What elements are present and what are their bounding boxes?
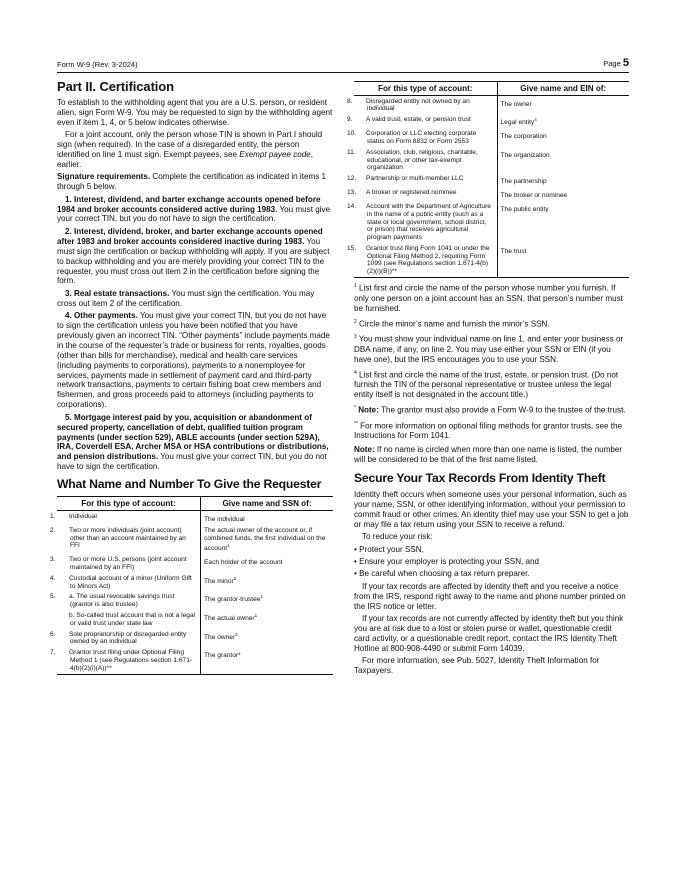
account-type-text — [50, 630, 197, 646]
account-type-text — [347, 245, 494, 276]
joint-text-c: , earlier. — [57, 150, 314, 169]
item-4-heading: 4. Other payments. — [65, 311, 138, 321]
account-type-label: Two or more U.S. persons (joint account maintained by an FFI) — [69, 556, 187, 571]
table-row — [57, 610, 333, 629]
row-number: 4. — [50, 574, 56, 582]
footnote-3-text: You must show your individual name on line 1, and enter your business or DBA name, if any, on line 2. You may use either your SSN or EIN (if you have one), but the IRS encourages you to use your SSN. — [354, 335, 624, 364]
table-row — [354, 202, 629, 244]
table-row — [354, 188, 629, 202]
table-row — [354, 147, 629, 173]
exempt-payee-code-ref: Exempt payee code — [239, 150, 311, 160]
item-2-heading: 2. Interest, dividend, broker, and barter exchange accounts opened after 1983 and broker accounts considered inactive during 1983. — [57, 226, 323, 246]
account-type-label: A valid trust, estate, or pension trust — [366, 116, 471, 124]
give-name-cell — [497, 243, 629, 278]
account-type-cell — [50, 511, 201, 526]
footnote-ref: 1 — [260, 594, 263, 600]
page-label: Page — [603, 59, 621, 68]
table-row — [57, 592, 333, 611]
account-type-text — [50, 574, 197, 590]
account-type-cell — [50, 629, 201, 648]
footnote-note — [354, 445, 629, 465]
account-type-text — [50, 512, 197, 521]
item-4-text: You must give your correct TIN, but you do not have to sign the certification unless you have been notified that you have previously given an incorrect TIN. “Other payments” include payments made in the course of the requester’s trade or business for rents, royalties, goods (other than bills for merchandise), medical and health care services (including payments to corporations), payments to a nonemployee for services, payments made in settlement of payment card and third-party network transactions, payments to certain fishing boat crew members and fishermen, and gross proceeds paid to attorneys (including payments to corporations). — [57, 311, 330, 410]
footnote-double-star-mark: ** — [354, 420, 358, 427]
give-name-text: The minor — [204, 578, 234, 586]
page-number: 5 — [622, 57, 629, 69]
give-name-text: The corporation — [500, 133, 547, 141]
row-number: 6. — [50, 630, 56, 638]
left-column — [50, 79, 333, 675]
footnote-ref: 4 — [534, 117, 537, 123]
account-type-label: A broker or registered nominee — [366, 189, 457, 197]
ssn-col-account: For this type of account: — [57, 497, 201, 511]
account-type-text — [347, 203, 494, 242]
account-type-text — [347, 130, 494, 145]
table-row — [57, 525, 333, 554]
identity-theft-title: Secure Your Tax Records From Identity Theft — [354, 471, 606, 486]
footnote-star-note: Note: — [355, 405, 379, 415]
give-name-cell — [201, 555, 333, 574]
give-name-text: The individual — [204, 515, 245, 523]
signature-requirements — [57, 172, 333, 192]
account-type-cell — [347, 188, 497, 202]
give-name-text: The organization — [500, 152, 550, 160]
ein-col-give: Give name and EIN of: — [497, 82, 629, 96]
page-number-label — [603, 57, 629, 69]
footnote-4 — [354, 369, 629, 400]
account-type-label: Custodial account of a minor (Uniform Gift to Minors Act) — [69, 574, 192, 590]
ssn-table-header — [57, 497, 333, 511]
footnote-star-text: The grantor must also provide a Form W-9 to the trustee of the trust. — [378, 405, 626, 415]
footnote-2-text: Circle the minor’s name and furnish the minor’s SSN. — [356, 319, 550, 329]
give-name-cell — [497, 129, 629, 148]
row-number: 5. — [50, 593, 56, 601]
ein-table-header — [354, 82, 629, 96]
table-row — [57, 511, 333, 526]
account-type-label: Sole proprietorship or disregarded entity owned by an individual — [69, 630, 187, 646]
ein-table-body — [347, 96, 629, 278]
ssn-table — [50, 496, 333, 675]
account-type-cell — [50, 592, 201, 611]
row-number: 8. — [347, 97, 353, 105]
footnote-1 — [354, 282, 629, 313]
form-id: Form W-9 (Rev. 3-2024) — [57, 60, 138, 69]
give-name-cell — [201, 525, 333, 554]
account-type-text — [60, 612, 197, 627]
row-number: 12. — [347, 175, 357, 183]
bullet-2: • Ensure your employer is protecting your SSN, and — [354, 557, 540, 567]
give-name-text: The actual owner of the account or, if combined funds, the first individual on the account — [204, 526, 326, 553]
account-type-cell — [347, 243, 497, 278]
item-5-text: You must give your correct TIN, but you do not have to sign the certification. — [57, 452, 327, 472]
account-type-text — [50, 593, 197, 609]
footnote-4-mark: 4 — [354, 369, 357, 376]
ein-col-account: For this type of account: — [354, 82, 497, 96]
give-name-text: The actual owner — [204, 615, 255, 623]
item-2-text: You must sign the certification or backup withholding will apply. If you are subject to backup withholding and you are merely providing your correct TIN to the requester, you must cross out item 2 in the certification before signing the form. — [57, 236, 330, 286]
identity-theft-p4: If your tax records are not currently affected by identity theft but you think you are at risk due to a lost or stolen purse or wallet, questionable credit card activity, or a questionable credit report, contact the IRS Identity Theft Hotline at 800-908-4490 or submit Form 14039. — [354, 614, 624, 653]
row-number: 15. — [347, 245, 357, 253]
row-number: 14. — [347, 203, 357, 211]
table-row — [57, 555, 333, 574]
footnote-double-star — [354, 420, 629, 442]
give-name-text: The owner — [500, 100, 532, 108]
account-type-cell — [50, 573, 201, 592]
ssn-table-body — [50, 511, 333, 675]
footnote-1-mark: 1 — [354, 283, 357, 290]
give-name-cell — [201, 592, 333, 611]
item-1 — [57, 195, 333, 225]
account-type-cell — [50, 648, 201, 675]
account-type-label: Grantor trust filing under Optional Filing Method 1 (see Regulations section 1.671-4(b)(2)(i)(A))** — [69, 649, 193, 672]
give-name-cell — [201, 511, 333, 526]
identity-theft-intro: Identity theft occurs when someone uses your personal information, such as your name, SSN, or other identifying information, without your permission to commit fraud or other crimes. An identity thief may use your SSN to get a job or may file a tax return using your SSN to receive a refund. — [354, 490, 629, 529]
give-name-cell — [201, 648, 333, 675]
footnote-3 — [354, 333, 629, 364]
footnote-star — [354, 404, 629, 416]
give-name-text: The partnership — [500, 178, 547, 186]
identity-theft-p3: If your tax records are affected by identity theft and you receive a notice from the IRS, respond right away to the name and phone number printed on the IRS notice or letter. — [354, 581, 626, 611]
account-type-cell — [347, 96, 497, 115]
bullet-1-text: Protect your SSN, — [359, 544, 424, 554]
footnote-3-mark: 3 — [354, 334, 357, 341]
item-4 — [57, 311, 333, 410]
account-type-label: Individual — [69, 512, 97, 520]
item-5-heading: 5. Mortgage interest paid by you, acquisition or abandonment of secured property, cancellation of debt, qualified tuition program payments (under section 529), ABLE accounts (under section 529A), IRA, Coverdell ESA, Archer MSA or HSA contributions or distributions, and pension distributions. — [57, 412, 329, 462]
ein-table — [347, 81, 629, 278]
table-row — [57, 648, 333, 675]
footnote-star-mark: * — [354, 405, 356, 412]
ssn-col-give: Give name and SSN of: — [201, 497, 333, 511]
account-type-text — [347, 189, 494, 197]
bullet-3: • Be careful when choosing a tax return preparer. — [354, 569, 530, 579]
account-type-text — [347, 175, 494, 183]
table-row — [354, 115, 629, 129]
header-rule — [57, 72, 629, 73]
account-type-cell — [50, 555, 201, 574]
account-type-label: a. The usual revocable savings trust (grantor is also trustee) — [69, 593, 175, 609]
table-row — [354, 174, 629, 188]
footnote-double-star-text: For more information on optional filing methods for grantor trusts, see the Instructions for Form 1041. — [354, 421, 622, 441]
give-name-cell — [497, 147, 629, 173]
give-name-text: Each holder of the account — [204, 559, 283, 567]
account-type-cell — [347, 174, 497, 188]
part2-title: Part II. Certification — [57, 79, 174, 94]
row-number: 9. — [347, 116, 353, 124]
item-1-heading: 1. Interest, dividend, and barter exchange accounts opened before 1984 and broker accounts considered active during 1983. — [57, 194, 321, 214]
part2-intro: To establish to the withholding agent that you are a U.S. person, or resident alien, sign Form W-9. You may be requested to sign by the withholding agent even if item 1, 4, or 5 below indicates otherwise. — [57, 98, 333, 127]
account-type-label: Partnership or multi-member LLC — [366, 175, 464, 183]
give-name-cell — [497, 174, 629, 188]
give-name-text: The broker or nominee — [500, 192, 568, 200]
give-name-text: Legal entity — [500, 119, 535, 127]
account-type-label: Disregarded entity not owned by an individual — [366, 97, 470, 113]
item-3 — [57, 289, 333, 309]
reduce-risk-label: To reduce your risk: — [362, 532, 433, 542]
give-name-text: The public entity — [500, 206, 549, 214]
account-type-text — [347, 148, 494, 172]
account-type-label: Grantor trust filing Form 1041 or under the Optional Filing Method 2, requiring Form 1099 (see Regulations section 1.671-4(b)(2)(i)(B))** — [366, 245, 490, 276]
row-number: 10. — [347, 130, 357, 138]
row-number: 11. — [347, 148, 356, 156]
account-type-text — [50, 649, 197, 672]
account-type-text — [50, 526, 197, 550]
give-name-cell — [201, 573, 333, 592]
give-name-cell — [497, 96, 629, 115]
bullet-1: • Protect your SSN, — [354, 544, 424, 554]
give-name-cell — [201, 629, 333, 648]
item-5 — [57, 413, 333, 472]
give-name-cell — [497, 202, 629, 244]
row-number: 13. — [347, 189, 357, 197]
footnote-ref: 1 — [254, 613, 258, 619]
footnote-ref: 3 — [235, 631, 238, 637]
sig-text: Complete the certification as indicated in items 1 through 5 below. — [57, 172, 327, 192]
item-3-heading: 3. Real estate transactions. — [65, 288, 170, 298]
account-type-label: Account with the Department of Agriculture in the name of a public entity (such as a state or local government, school district, or prison) that receives agricultural program payments — [366, 203, 491, 242]
row-number: 1. — [50, 512, 56, 520]
footnote-note-label: Note: — [354, 445, 375, 455]
footnote-2-mark: 2 — [354, 318, 357, 325]
footnote-2 — [354, 318, 629, 330]
account-type-cell — [347, 202, 497, 244]
give-name-text: The trust — [500, 248, 527, 256]
footnote-ref: 1 — [227, 543, 230, 549]
account-type-cell — [347, 115, 497, 129]
row-number: 7. — [50, 649, 56, 657]
give-name-text: The owner — [204, 633, 236, 641]
table-row — [57, 573, 333, 592]
give-name-text: The grantor* — [204, 652, 241, 660]
account-type-text — [50, 556, 197, 571]
account-type-cell — [347, 129, 497, 148]
footnote-ref: 2 — [233, 575, 237, 581]
bullet-3-text: Be careful when choosing a tax return preparer. — [359, 569, 530, 579]
give-name-text: The grantor-trustee — [204, 596, 261, 604]
table-row — [354, 243, 629, 278]
account-type-text — [347, 97, 494, 113]
joint-text-a: For a joint account, only the person whose TIN is shown in Part I should sign (when required). In the case of a disregarded entity, the person identified on line 1 must sign. Exempt payees, see — [57, 130, 323, 160]
requester-title: What Name and Number To Give the Requester — [57, 477, 322, 492]
item-1-text: You must give your correct TIN, but you do not have to sign the certification. — [57, 204, 331, 224]
footnote-note-text: If no name is circled when more than one name is listed, the number will be considered to be that of the first name listed. — [354, 445, 623, 465]
account-type-label: Corporation or LLC electing corporate status on Form 8832 or Form 2553 — [366, 130, 477, 145]
give-name-cell — [497, 188, 629, 202]
account-type-label: b. So-called trust account that is not a legal or valid trust under state law — [69, 612, 196, 627]
footnote-1-text: List first and circle the name of the person whose number you furnish. If only one person on a joint account has an SSN, that person’s number must be furnished. — [354, 284, 623, 313]
joint-account-paragraph — [57, 130, 333, 170]
item-3-text: You must sign the certification. You may cross out item 2 of the certification. — [57, 288, 315, 308]
table-row — [354, 96, 629, 115]
row-number: 3. — [50, 556, 56, 564]
give-name-cell — [497, 115, 629, 129]
account-type-label: Two or more individuals (joint account) other than an account maintained by an FFI — [69, 526, 186, 550]
account-type-cell — [347, 147, 497, 173]
account-type-cell — [57, 610, 201, 629]
account-type-label: Association, club, religious, charitable, educational, or other tax-exempt organization — [366, 148, 478, 172]
right-column — [347, 79, 629, 679]
footnote-4-text: List first and circle the name of the trust, estate, or pension trust. (Do not furnish the TIN of the personal representative or trustee unless the legal entity itself is not designated in the account title.) — [354, 370, 619, 400]
sig-heading: Signature requirements. — [57, 172, 151, 182]
account-type-text — [347, 116, 494, 124]
table-row — [57, 629, 333, 648]
identity-theft-p5: For more information, see Pub. 5027, Identity Theft Information for Taxpayers. — [354, 656, 600, 676]
table-row — [354, 129, 629, 148]
item-2 — [57, 227, 333, 286]
bullet-2-text: Ensure your employer is protecting your SSN, and — [359, 557, 540, 567]
give-name-cell — [201, 610, 333, 629]
row-number: 2. — [50, 526, 56, 534]
account-type-cell — [50, 525, 201, 554]
